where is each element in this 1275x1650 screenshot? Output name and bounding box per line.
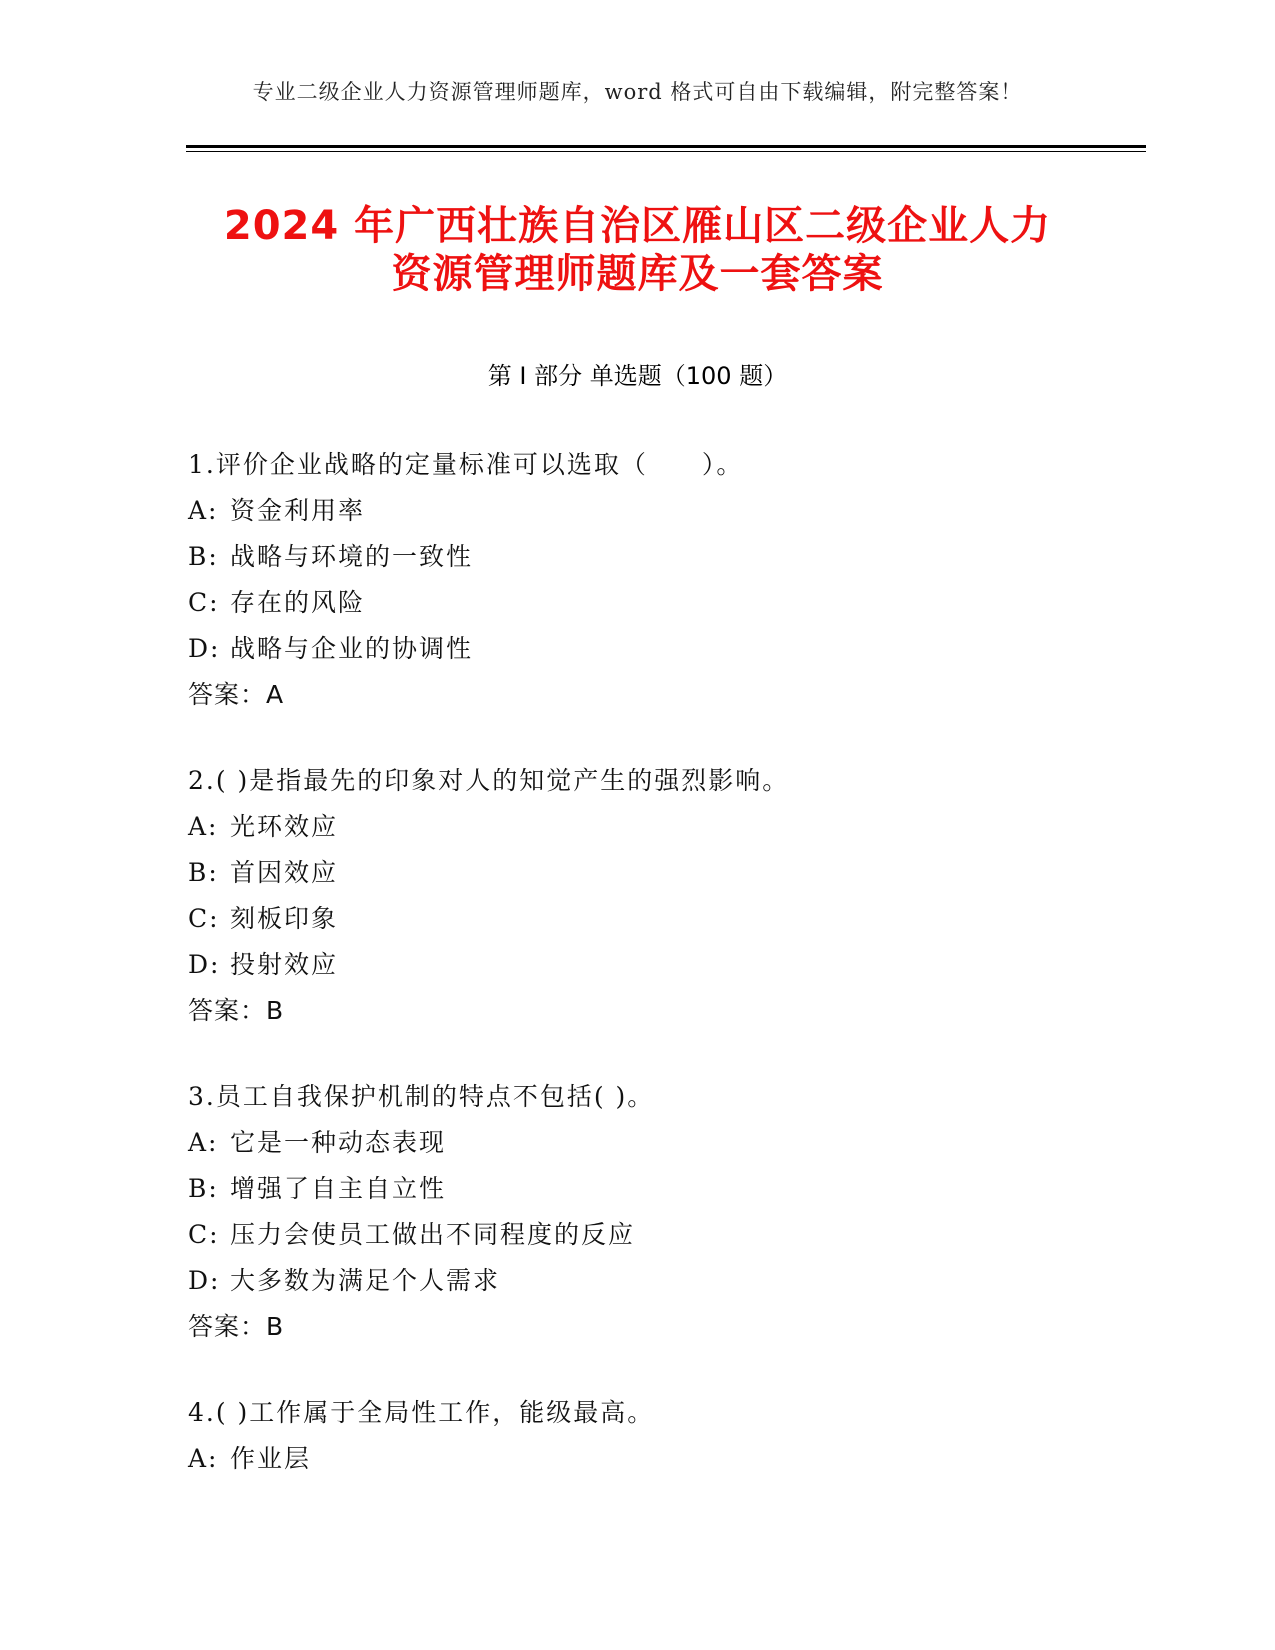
option-letter: A: <box>188 1444 219 1473</box>
question-stem: 4.( )工作属于全局性工作，能级最高。 <box>188 1398 655 1427</box>
question-2 <box>188 758 1108 1034</box>
header-rule-thin <box>186 151 1146 152</box>
answer-line: 答案：B <box>188 1312 285 1341</box>
question-stem: 2.( )是指最先的印象对人的知觉产生的强烈影响。 <box>188 766 790 795</box>
option-a <box>188 804 1108 850</box>
option-text: 资金利用率 <box>230 496 366 525</box>
option-a <box>188 1436 1108 1482</box>
option-d <box>188 1258 1108 1304</box>
answer-line: 答案：B <box>188 996 285 1025</box>
option-letter: C: <box>188 1220 220 1249</box>
option-c <box>188 896 1108 942</box>
option-text: 它是一种动态表现 <box>230 1128 447 1157</box>
option-letter: B: <box>188 1174 219 1203</box>
question-3 <box>188 1074 1108 1350</box>
option-text: 战略与企业的协调性 <box>230 634 474 663</box>
option-text: 存在的风险 <box>230 588 366 617</box>
option-letter: A: <box>188 1128 219 1157</box>
option-b <box>188 850 1108 896</box>
question-4 <box>188 1390 1108 1482</box>
option-text: 刻板印象 <box>230 904 339 933</box>
question-stem: 1.评价企业战略的定量标准可以选取（ ）。 <box>188 450 744 479</box>
option-d <box>188 626 1108 672</box>
option-text: 战略与环境的一致性 <box>230 542 474 571</box>
option-b <box>188 1166 1108 1212</box>
document-title-line-1: 2024 年广西壮族自治区雁山区二级企业人力 <box>223 203 1052 249</box>
option-text: 投射效应 <box>230 950 339 979</box>
option-letter: A: <box>188 496 219 525</box>
option-letter: B: <box>188 542 219 571</box>
option-d <box>188 942 1108 988</box>
option-letter: D: <box>188 634 221 663</box>
option-text: 光环效应 <box>230 812 339 841</box>
header-rule-thick <box>186 145 1146 148</box>
option-letter: D: <box>188 950 221 979</box>
question-list <box>188 442 1108 1522</box>
answer-line: 答案：A <box>188 680 285 709</box>
option-c <box>188 1212 1108 1258</box>
document-title <box>150 202 1125 298</box>
option-text: 首因效应 <box>230 858 339 887</box>
option-a <box>188 488 1108 534</box>
header-note: 专业二级企业人力资源管理师题库，word 格式可自由下载编辑，附完整答案！ <box>252 80 1023 104</box>
option-text: 大多数为满足个人需求 <box>230 1266 501 1295</box>
option-letter: D: <box>188 1266 221 1295</box>
document-title-line-2: 资源管理师题库及一套答案 <box>391 251 884 297</box>
option-letter: A: <box>188 812 219 841</box>
option-a <box>188 1120 1108 1166</box>
option-c <box>188 580 1108 626</box>
option-text: 增强了自主自立性 <box>230 1174 447 1203</box>
option-letter: C: <box>188 904 220 933</box>
option-letter: B: <box>188 858 219 887</box>
section-title: 第 I 部分 单选题（100 题） <box>487 362 788 390</box>
option-b <box>188 534 1108 580</box>
question-stem: 3.员工自我保护机制的特点不包括( )。 <box>188 1082 655 1111</box>
option-text: 作业层 <box>230 1444 312 1473</box>
option-text: 压力会使员工做出不同程度的反应 <box>230 1220 636 1249</box>
option-letter: C: <box>188 588 220 617</box>
question-1 <box>188 442 1108 718</box>
